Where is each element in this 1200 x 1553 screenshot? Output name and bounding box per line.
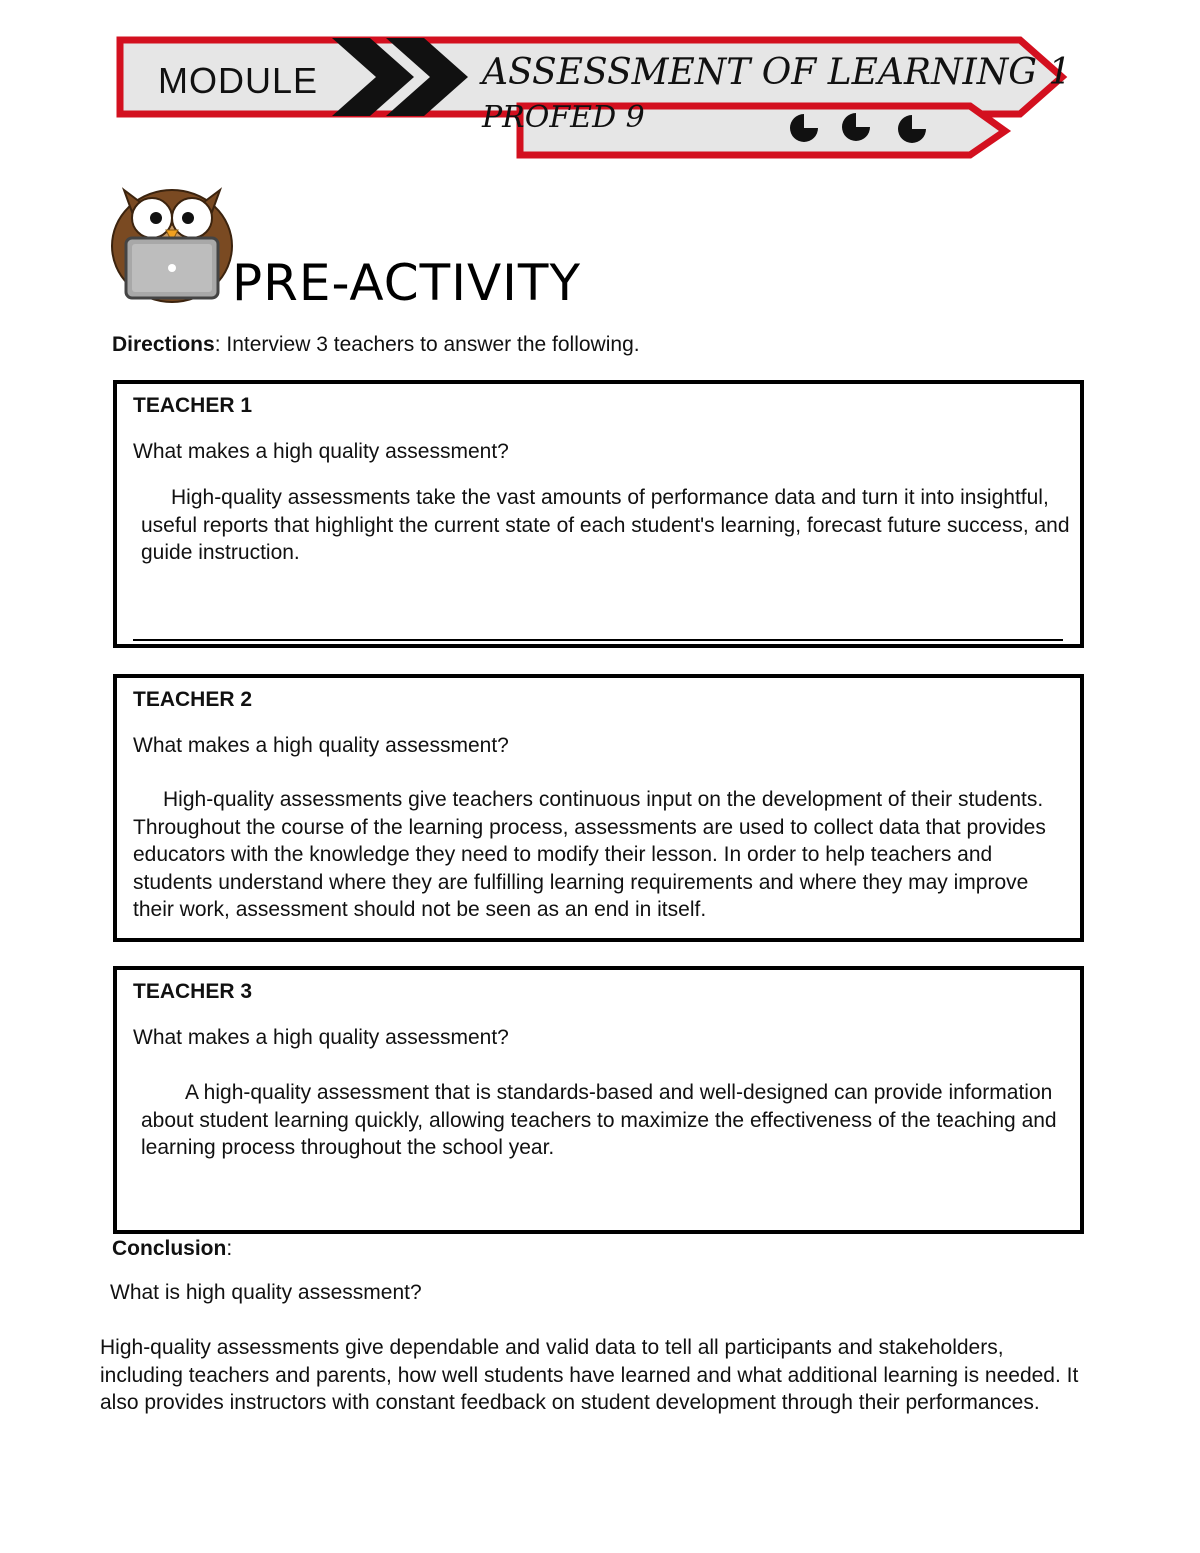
teacher-1-question: What makes a high quality assessment? bbox=[133, 440, 509, 463]
directions-text: : Interview 3 teachers to answer the following. bbox=[214, 333, 640, 356]
course-title: ASSESSMENT OF LEARNING 1 bbox=[482, 52, 1072, 93]
conclusion-heading bbox=[112, 1237, 232, 1261]
conclusion-question: What is high quality assessment? bbox=[110, 1281, 422, 1304]
directions bbox=[112, 333, 640, 357]
module-label: MODULE bbox=[158, 60, 319, 101]
directions-label: Directions bbox=[112, 333, 215, 356]
teacher-3-label: TEACHER 3 bbox=[133, 980, 253, 1003]
owl-laptop-icon bbox=[106, 172, 238, 304]
teacher-3-box bbox=[113, 966, 1084, 1234]
conclusion-colon: : bbox=[226, 1237, 233, 1260]
page-title: PRE-ACTIVITY bbox=[232, 254, 581, 312]
teacher-3-answer: A high-quality assessment that is standards-based and well-designed can provide information about student learning quickly, allowing teachers to maximize the effectiveness of the teaching and learning process throughout the school year. bbox=[141, 1081, 1057, 1159]
teacher-2-answer: High-quality assessments give teachers continuous input on the development of their students. Throughout the course of the learning process, assessments are used to collect data that provides educators with the knowledge they need to modify their lesson. In order to help teachers and students understand where they are fulfilling learning requirements and where they may improve their work, assessment should not be seen as an end in itself. bbox=[133, 788, 1046, 921]
teacher-3-question: What makes a high quality assessment? bbox=[133, 1026, 509, 1049]
conclusion-answer: High-quality assessments give dependable and valid data to tell all participants and stakeholders, including teachers and parents, how well students have learned and what additional learning is needed. It also provides instructors with constant feedback on student development through their performances. bbox=[100, 1336, 1079, 1414]
answer-line bbox=[133, 639, 1063, 641]
conclusion-label: Conclusion bbox=[112, 1237, 227, 1260]
teacher-2-box bbox=[113, 674, 1084, 942]
teacher-2-label: TEACHER 2 bbox=[133, 688, 253, 711]
teacher-2-question: What makes a high quality assessment? bbox=[133, 734, 509, 757]
teacher-1-box bbox=[113, 380, 1084, 648]
course-code: PROFED 9 bbox=[482, 100, 645, 135]
teacher-1-label: TEACHER 1 bbox=[133, 394, 253, 417]
teacher-1-answer: High-quality assessments take the vast amounts of performance data and turn it into insightful, useful reports that highlight the current state of each student's learning, forecast future success, and guide instruction. bbox=[141, 486, 1070, 564]
